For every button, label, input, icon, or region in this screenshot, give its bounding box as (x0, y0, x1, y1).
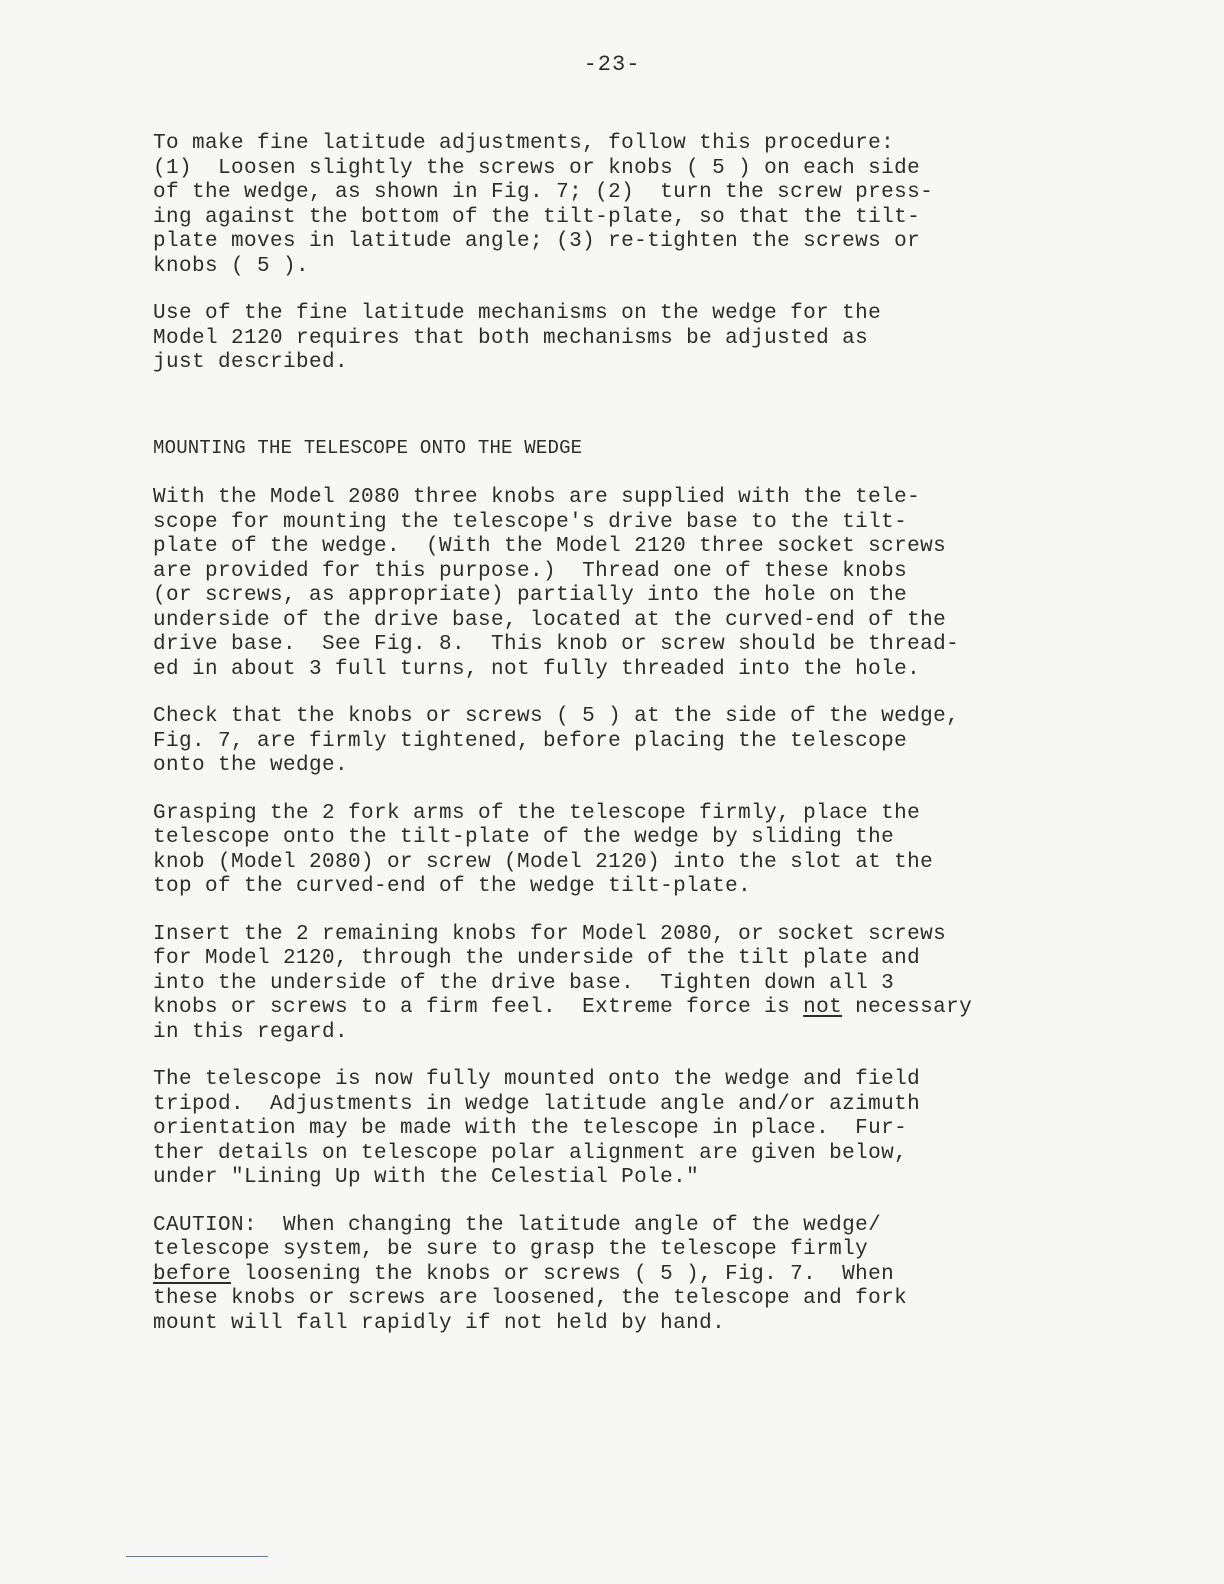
text-line: tripod. Adjustments in wedge latitude angle and/or azimuth (153, 1092, 921, 1116)
text-line: Use of the fine latitude mechanisms on the wedge for the (153, 302, 882, 325)
text-segment: knobs or screws to a firm feel. Extreme force is (153, 996, 804, 1019)
text-line: ing against the bottom of the tilt-plate, so that the tilt- (153, 205, 921, 229)
text-line: (1) Loosen slightly the screws or knobs ( 5 ) on each side (153, 156, 921, 180)
text-line: mount will fall rapidly if not held by hand. (153, 1311, 726, 1335)
text-line: these knobs or screws are loosened, the telescope and fork (153, 1287, 908, 1310)
text-line: just described. (153, 351, 349, 374)
text-line: Model 2120 requires that both mechanisms be adjusted as (153, 326, 869, 350)
text-line: drive base. See Fig. 8. This knob or screw should be thread- (153, 633, 960, 656)
text-line: With the Model 2080 three knobs are supplied with the tele- (153, 486, 921, 509)
text-line: for Model 2120, through the underside of the tilt plate and (153, 947, 921, 970)
text-line (153, 1263, 1088, 1288)
fine-latitude-intro-paragraph (153, 132, 1088, 279)
text-line: knob (Model 2080) or screw (Model 2120) into the slot at the (153, 850, 934, 874)
text-line: The telescope is now fully mounted onto the wedge and field (153, 1068, 921, 1091)
text-line: orientation may be made with the telescope in place. Fur- (153, 1117, 908, 1140)
insert-knobs-paragraph (153, 923, 1088, 1046)
text-line: Fig. 7, are firmly tightened, before placing the telescope (153, 729, 908, 753)
text-line: into the underside of the drive base. Tighten down all 3 (153, 971, 895, 995)
text-line (153, 996, 1088, 1021)
text-line: are provided for this purpose.) Thread one of these knobs (153, 559, 908, 583)
text-line: scope for mounting the telescope's drive base to the tilt- (153, 510, 908, 534)
text-line: of the wedge, as shown in Fig. 7; (2) turn the screw press- (153, 181, 934, 204)
text-segment: necessary (842, 996, 973, 1019)
section-heading: MOUNTING THE TELESCOPE ONTO THE WEDGE (153, 436, 583, 459)
page-content (153, 132, 1088, 1359)
text-line: onto the wedge. (153, 754, 349, 777)
text-line: telescope system, be sure to grasp the telescope firmly (153, 1238, 869, 1261)
text-line: plate of the wedge. (With the Model 2120 three socket screws (153, 535, 947, 558)
text-line: Grasping the 2 fork arms of the telescope firmly, place the (153, 801, 921, 825)
knobs-supplied-paragraph (153, 486, 1088, 682)
underlined-word: before (153, 1262, 232, 1286)
fully-mounted-paragraph (153, 1068, 1088, 1191)
text-line: To make fine latitude adjustments, follow this procedure: (153, 132, 895, 155)
underlined-word: not (803, 996, 843, 1019)
text-segment: loosening the knobs or screws ( 5 ), Fig. 7. When (231, 1262, 895, 1286)
footnote-rule (126, 1556, 268, 1557)
text-line: knobs ( 5 ). (153, 254, 310, 278)
text-line: ed in about 3 full turns, not fully threaded into the hole. (153, 657, 921, 681)
text-line: Insert the 2 remaining knobs for Model 2080, or socket screws (153, 922, 947, 946)
text-line: ther details on telescope polar alignment are given below, (153, 1141, 908, 1165)
caution-paragraph (153, 1214, 1088, 1337)
grasping-fork-arms-paragraph (153, 802, 1088, 900)
text-line: top of the curved-end of the wedge tilt-plate. (153, 875, 752, 898)
text-line: (or screws, as appropriate) partially into the hole on the (153, 584, 908, 607)
page-number: -23- (583, 52, 641, 77)
text-line: CAUTION: When changing the latitude angle of the wedge/ (153, 1213, 882, 1237)
text-line: telescope onto the tilt-plate of the wedge by sliding the (153, 826, 895, 849)
check-knobs-paragraph (153, 705, 1088, 779)
text-line: Check that the knobs or screws ( 5 ) at the side of the wedge, (153, 705, 960, 728)
text-line: in this regard. (153, 1020, 349, 1044)
text-line: under "Lining Up with the Celestial Pole." (153, 1166, 700, 1189)
text-line: underside of the drive base, located at the curved-end of the (153, 608, 947, 632)
text-line: plate moves in latitude angle; (3) re-tighten the screws or (153, 230, 921, 253)
model-2120-note-paragraph (153, 302, 1088, 376)
